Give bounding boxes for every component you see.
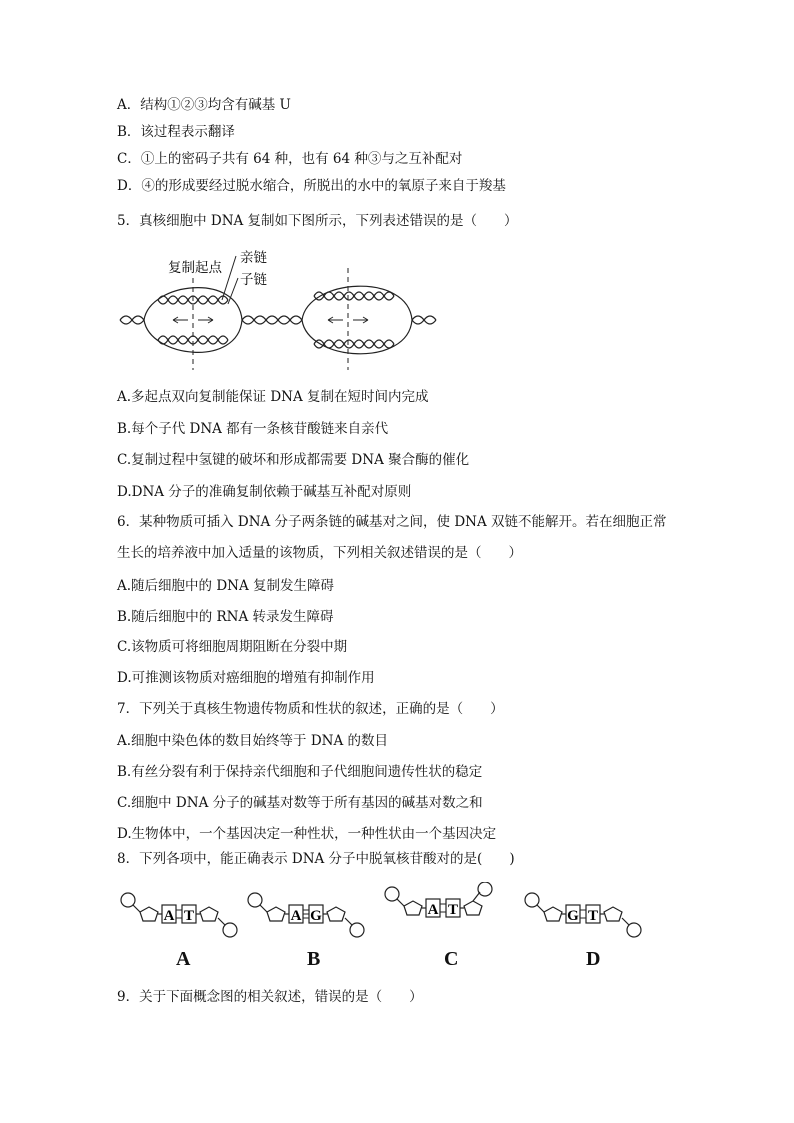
- q8-letter-c: C: [444, 948, 459, 970]
- q6-option-c: C.该物质可将细胞周期阻断在分裂中期: [117, 639, 348, 655]
- parent-strand-label: 亲链: [240, 250, 267, 266]
- q6-option-b: B.随后细胞中的 RNA 转录发生障碍: [117, 609, 334, 625]
- q4-option-c: C．①上的密码子共有 64 种，也有 64 种③与之互补配对: [117, 151, 463, 167]
- dna-replication-diagram: [118, 242, 438, 377]
- q7-stem: 7．下列关于真核生物遗传物质和性状的叙述，正确的是（ ）: [117, 701, 504, 717]
- q6-option-d: D.可推测该物质对癌细胞的增殖有抑制作用: [117, 670, 375, 686]
- q7-option-b: B.有丝分裂有利于保持亲代细胞和子代细胞间遗传性状的稳定: [117, 764, 483, 780]
- q8-stem: 8．下列各项中，能正确表示 DNA 分子中脱氧核苷酸对的是( ): [117, 851, 515, 867]
- daughter-strand-label: 子链: [240, 272, 267, 288]
- q6-stem-line2: 生长的培养液中加入适量的该物质，下列相关叙述错误的是（ ）: [117, 545, 522, 561]
- q8-choice-b-figure: [245, 888, 370, 948]
- q8d-base1: G: [567, 908, 579, 924]
- q8d-base2: T: [587, 908, 599, 924]
- q5-stem: 5．真核细胞中 DNA 复制如下图所示，下列表述错误的是（ ）: [117, 213, 518, 229]
- q5-option-a: A.多起点双向复制能保证 DNA 复制在短时间内完成: [117, 389, 429, 405]
- q8-choice-c-figure: [382, 882, 507, 942]
- q6-option-a: A.随后细胞中的 DNA 复制发生障碍: [117, 578, 335, 594]
- q8a-base1: A: [163, 908, 175, 924]
- q8-letter-b: B: [307, 948, 321, 970]
- q8-letter-a: A: [176, 948, 191, 970]
- q5-option-b: B.每个子代 DNA 都有一条核苷酸链来自亲代: [117, 421, 389, 437]
- q4-option-b: B．该过程表示翻译: [117, 124, 235, 140]
- q8a-base2: T: [183, 908, 195, 924]
- q7-option-c: C.细胞中 DNA 分子的碱基对数等于所有基因的碱基对数之和: [117, 795, 483, 811]
- q8-choice-d-figure: [522, 888, 647, 948]
- q8c-base1: A: [427, 902, 439, 918]
- q6-stem-line1: 6．某种物质可插入 DNA 分子两条链的碱基对之间，使 DNA 双链不能解开。若在细胞正常: [117, 514, 667, 530]
- q8c-base2: T: [447, 902, 459, 918]
- q4-option-d: D．④的形成要经过脱水缩合，所脱出的水中的氧原子来自于羧基: [117, 178, 506, 194]
- q8-choice-a-figure: [118, 888, 243, 948]
- q5-option-d: D.DNA 分子的准确复制依赖于碱基互补配对原则: [117, 484, 412, 500]
- q5-option-c: C.复制过程中氢键的破坏和形成都需要 DNA 聚合酶的催化: [117, 452, 470, 468]
- q7-option-a: A.细胞中染色体的数目始终等于 DNA 的数目: [117, 733, 389, 749]
- origin-label: 复制起点: [168, 260, 222, 276]
- q8b-base2: G: [310, 908, 322, 924]
- q9-stem: 9．关于下面概念图的相关叙述，错误的是（ ）: [117, 989, 423, 1005]
- q7-option-d: D.生物体中，一个基因决定一种性状，一种性状由一个基因决定: [117, 826, 497, 842]
- q4-option-a: A．结构①②③均含有碱基 U: [117, 97, 291, 113]
- q8-letter-d: D: [586, 948, 601, 970]
- q8b-base1: A: [290, 908, 302, 924]
